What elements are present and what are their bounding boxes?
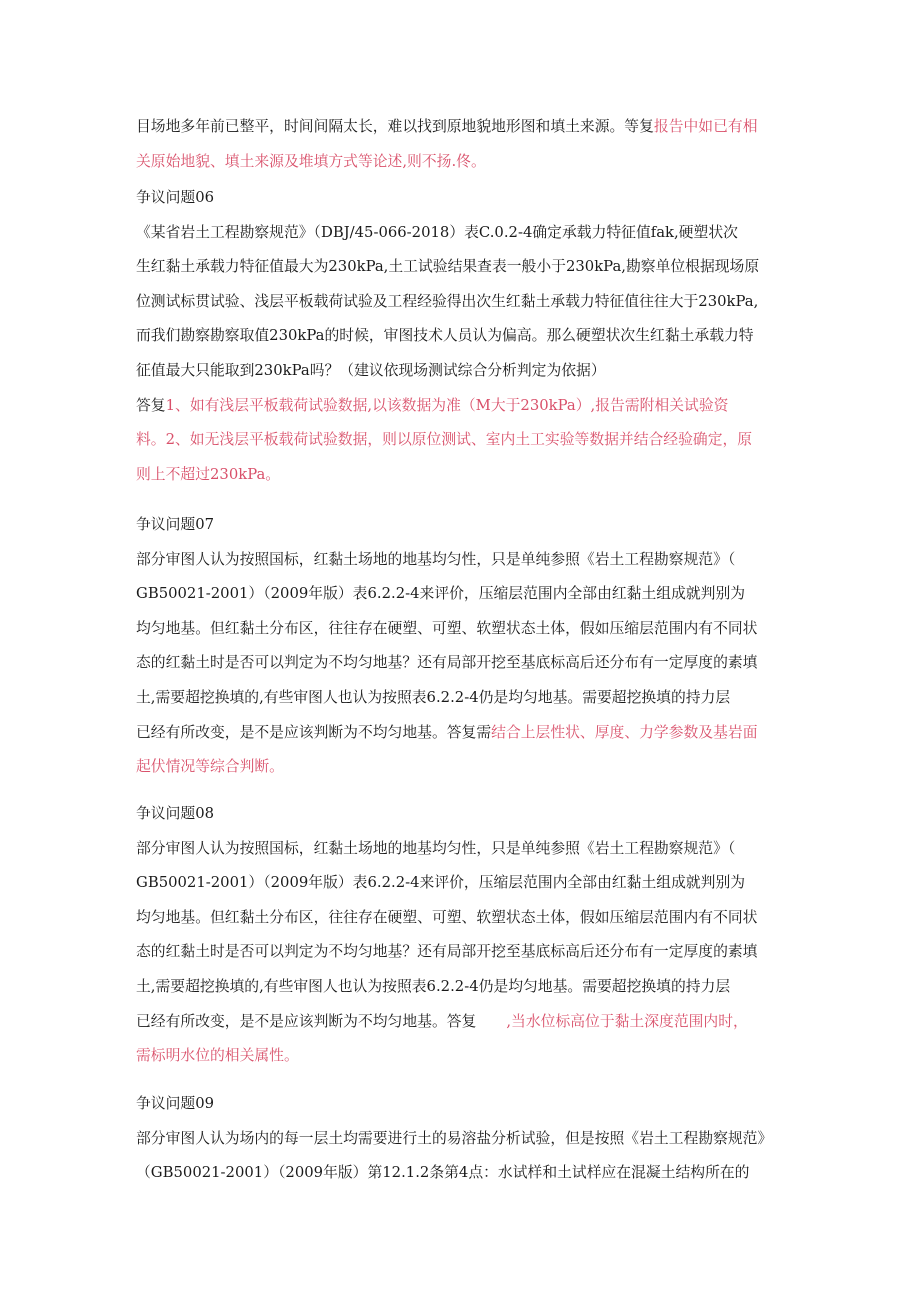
body-line: 部分审图人认为按照国标，红黏土场地的地基均匀性，只是单纯参照《岩土工程勘察规范》（ [136,550,736,568]
body-line: 部分审图人认为按照国标，红黏土场地的地基均匀性，只是单纯参照《岩土工程勘察规范》（ [136,839,736,857]
body-text: 目场地多年前已整平，时间间隔太长，难以找到原地貌地形图和填土来源。等复 [136,118,654,135]
reply-text: 则上不超过230kPa。 [136,465,281,483]
reply-text: 需标明水位的相关属性。 [136,1047,299,1065]
reply-text: ,当水位标高位于黏土深度范围内时， [506,1012,748,1030]
reply-prefix: 答复 [136,396,166,414]
question-09 [136,1087,792,1191]
question-06 [136,181,792,492]
body-line: 均匀地基。但红黏土分布区，往往存在硬塑、可塑、软塑状态土体，假如压缩层范围内有不同状 [136,908,758,926]
body-line: 《某省岩土工程勘察规范》（DBJ/45-066-2018）表C.0.2-4确定承载力特征值fak,硬塑状次 [136,223,738,241]
reply-line [136,389,792,424]
question-heading: 争议问题09 [136,1095,215,1112]
reply-text: 报告中如已有相 [653,118,758,135]
body-line: 部分审图人认为场内的每一层土均需要进行土的易溶盐分析试验，但是按照《岩土工程勘察规范》 [136,1129,773,1147]
reply-text: 起伏情况等综合判断。 [136,758,284,776]
body-line: 而我们勘察勘察取值230kPa的时候，审图技术人员认为偏高。那么硬塑状次生红黏土承载力特 [136,327,754,345]
question-08 [136,797,792,1074]
question-heading: 争议问题06 [136,189,215,206]
reply-text: 料。2、如无浅层平板载荷试验数据，则以原位测试、室内土工实验等数据并结合经验确定，原 [136,431,753,449]
reply-text: 1、如有浅层平板载荷试验数据,以该数据为准（M大于230kPa）,报告需附相关试验资 [165,396,729,414]
question-heading: 争议问题07 [136,516,215,533]
reply-text: 结合上层性状、厚度、力学参数及基岩面 [491,723,758,741]
body-line: GB50021-2001）（2009年版）表6.2.2-4来评价，压缩层范围内全部由红黏土组成就判别为 [136,874,746,892]
body-line: 土,需要超挖换填的,有些审图人也认为按照表6.2.2-4仍是均匀地基。需要超挖换填的持力层 [136,977,731,995]
body-text: 已经有所改变，是不是应该判断为不均匀地基。答复 [136,1012,477,1030]
reply-text: 关原始地貌、填土来源及堆填方式等论述,则不扬.佟。 [136,152,486,170]
intro-paragraph [136,110,792,179]
body-line: 征值最大只能取到230kPa吗？（建议依现场测试综合分析判定为依据） [136,361,606,379]
reply-line [136,716,792,751]
body-line: 均匀地基。但红黏土分布区，往往存在硬塑、可塑、软塑状态土体，假如压缩层范围内有不同状 [136,619,758,637]
body-line: 态的红黏土时是否可以判定为不均匀地基？还有局部开挖至基底标高后还分布有一定厚度的素填 [136,943,758,961]
body-line: 态的红黏土时是否可以判定为不均匀地基？还有局部开挖至基底标高后还分布有一定厚度的素填 [136,654,758,672]
question-heading: 争议问题08 [136,805,215,822]
body-line: 生红黏土承载力特征值最大为230kPa,土工试验结果查表一般小于230kPa,勘察单位根据现场原 [136,258,760,276]
body-line: 土,需要超挖换填的,有些审图人也认为按照表6.2.2-4仍是均匀地基。需要超挖换填的持力层 [136,688,731,706]
text-line [136,110,792,145]
reply-line [136,1005,792,1040]
body-text: 已经有所改变，是不是应该判断为不均匀地基。答复需 [136,723,492,741]
question-07 [136,508,792,785]
body-line: GB50021-2001）（2009年版）表6.2.2-4来评价，压缩层范围内全部由红黏土组成就判别为 [136,585,746,603]
body-line: 位测试标贯试验、浅层平板载荷试验及工程经验得出次生红黏土承载力特征值往往大于230kPa, [136,292,759,310]
body-line: （GB50021-2001）（2009年版）第12.1.2条第4点：水试样和土试样应在混凝土结构所在的 [136,1164,750,1182]
